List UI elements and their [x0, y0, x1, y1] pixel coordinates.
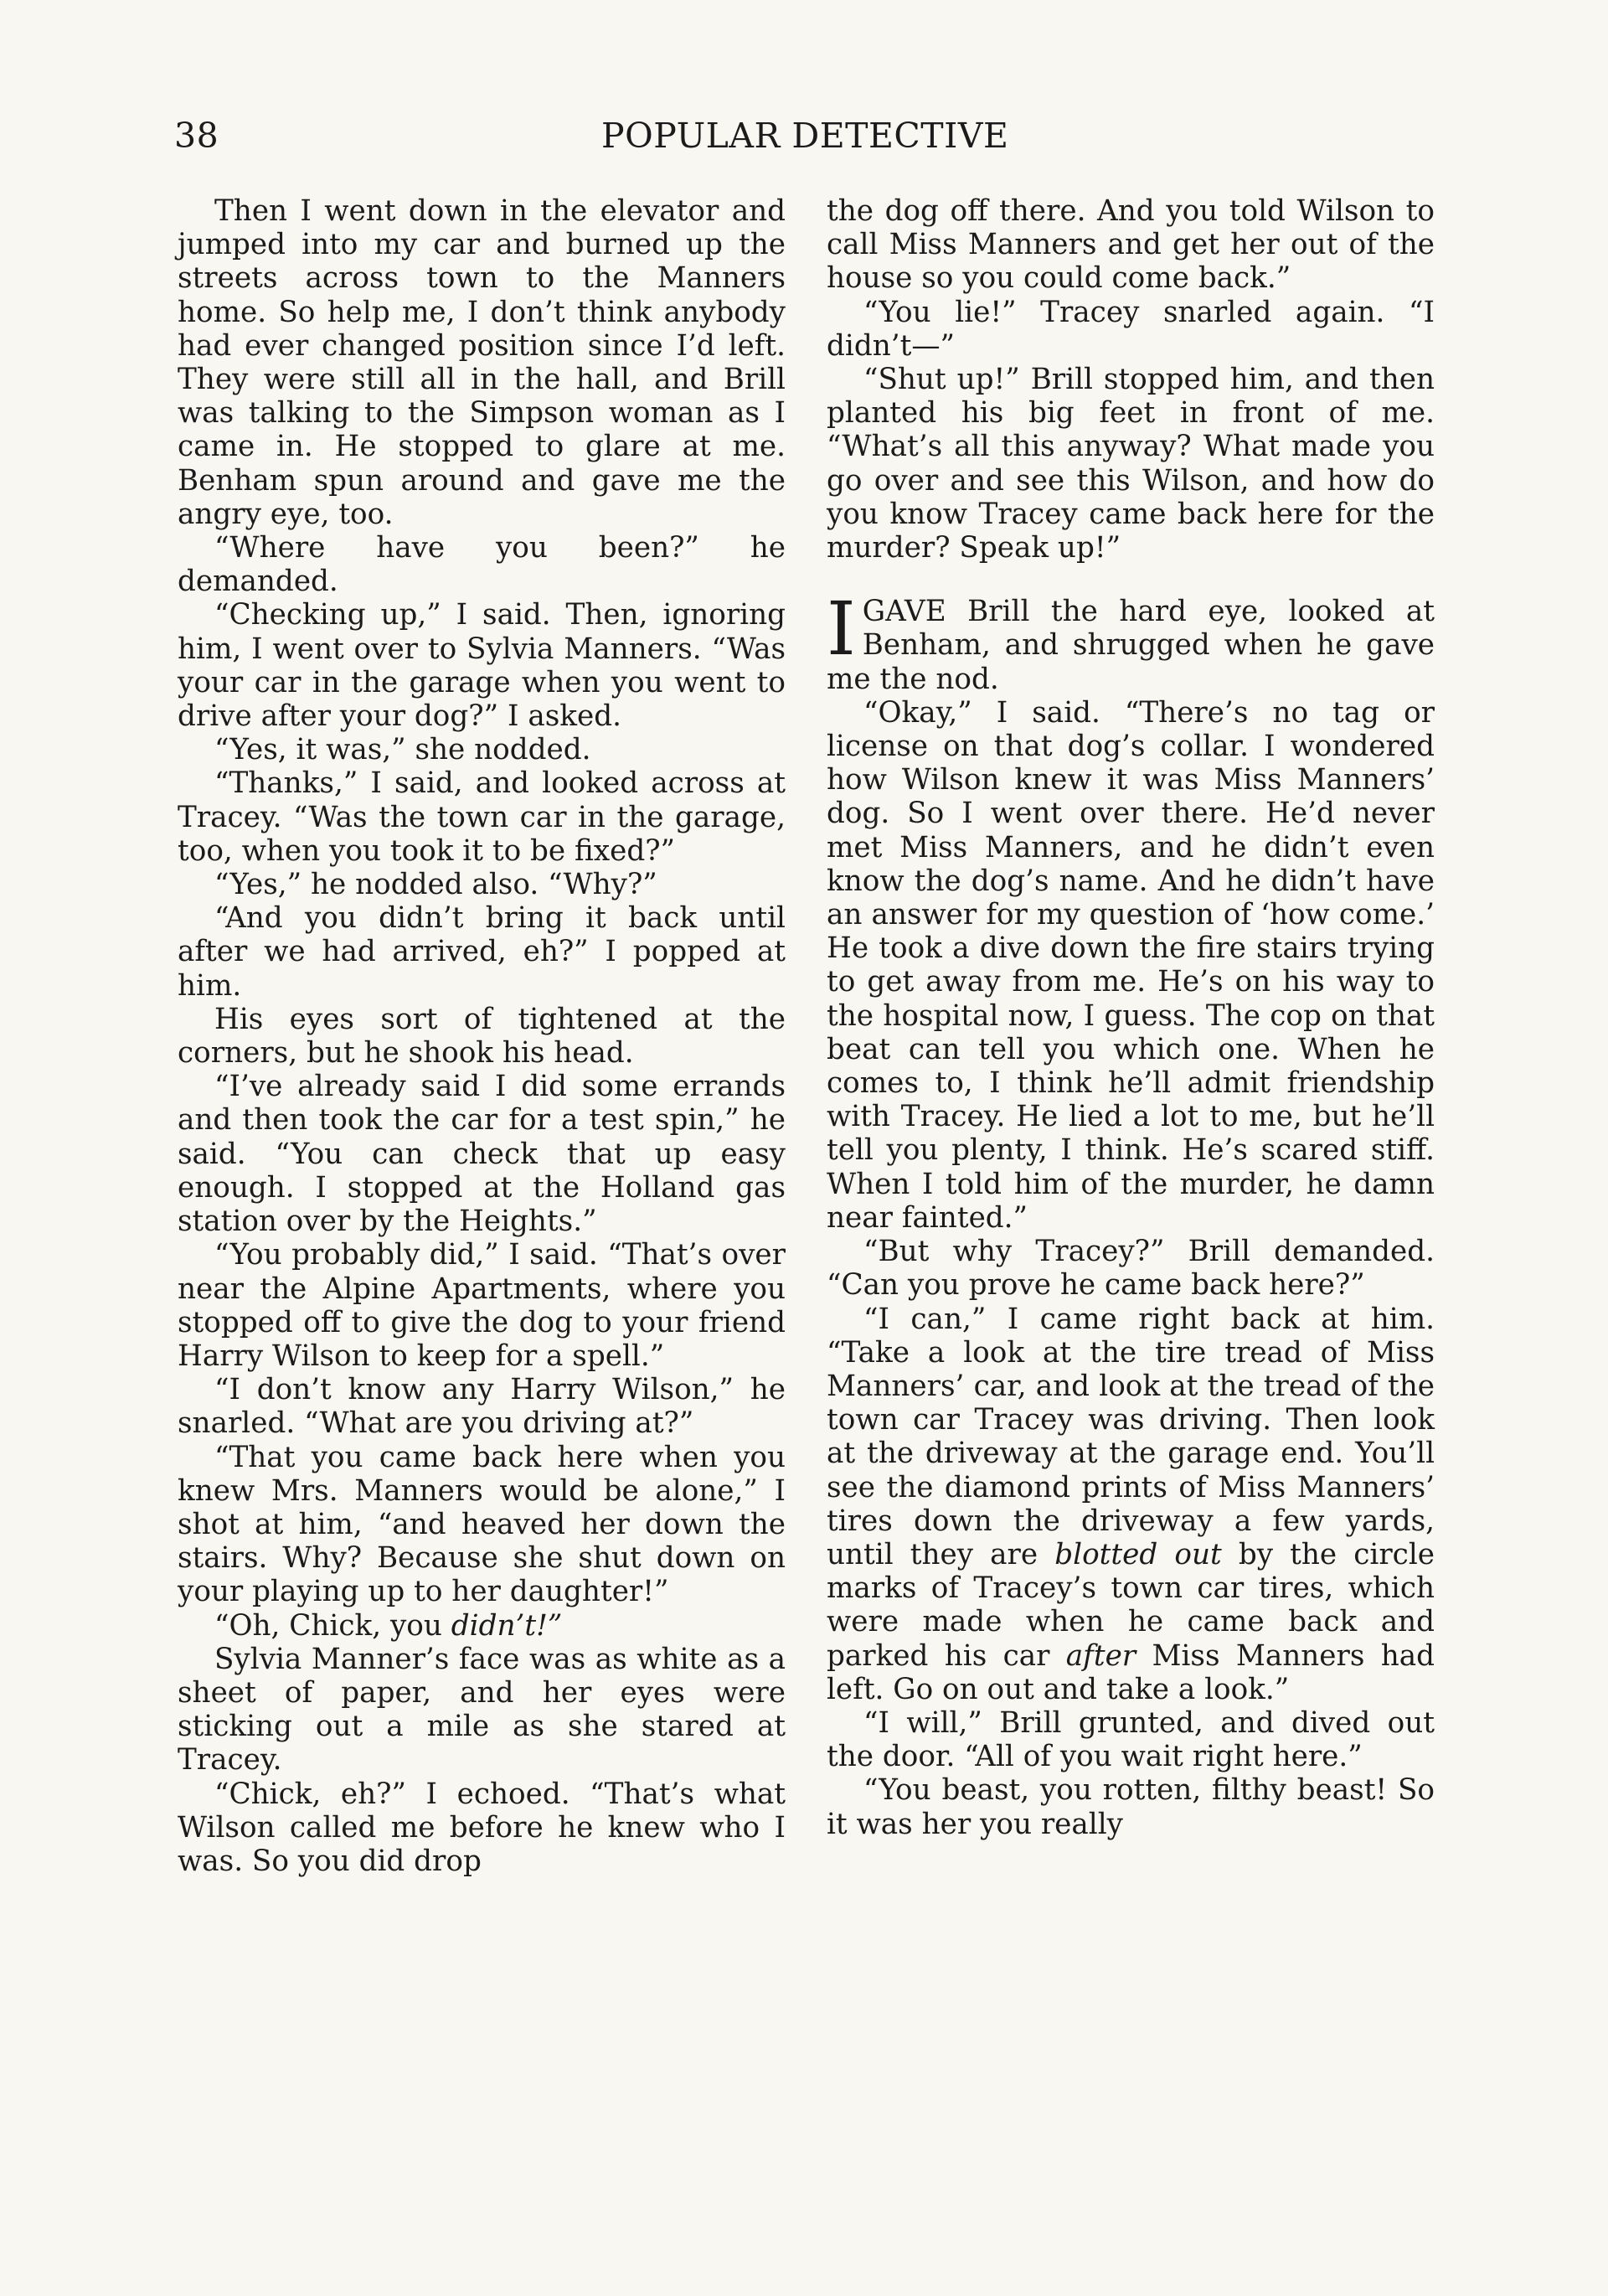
paragraph: “But why Tracey?” Brill demanded. “Can you prove he came back here?” — [827, 1235, 1435, 1303]
italic-text: didn’t!” — [451, 1608, 563, 1643]
italic-text: blotted out — [1054, 1537, 1222, 1571]
paragraph: Then I went down in the elevator and jumped into my car and burned up the streets across town to the Manners home. So help me, I don’t think anybody had ever changed position since I’d left. They were still all in the hall, and Brill was talking to the Simpson woman as I came in. He stopped to glare at me. Benham spun around and gave me the angry eye, too. — [178, 194, 786, 531]
paragraph: “Checking up,” I said. Then, ignoring him, I went over to Sylvia Manners. “Was your car in the garage when you went to drive after your dog?” I asked. — [178, 598, 786, 734]
paragraph: “Yes, it was,” she nodded. — [214, 733, 591, 767]
left-column — [178, 194, 786, 1878]
paragraph: the dog off there. And you told Wilson to call Miss Manners and get her out of the house so you could come back.” — [827, 194, 1435, 296]
paragraph: “And you didn’t bring it back until after we had arrived, eh?” I popped at him. — [178, 901, 786, 1003]
paragraph: “You lie!” Tracey snarled again. “I didn’t—” — [827, 295, 1435, 363]
paragraph — [827, 1303, 1435, 1706]
paragraph: “Okay,” I said. “There’s no tag or license on that dog’s collar. I wondered how Wilson knew it was Miss Manners’ dog. So I went over there. He’d never met Miss Manners, and he didn’t even know the dog’s name. And he didn’t have an answer for my question of ‘how come.’ He took a dive down the fire stairs trying to get away from me. He’s on his way to the hospital now, I guess. The cop on that beat can tell you which one. When he comes to, I think he’ll admit friendship with Tracey. He lied a lot to me, but he’ll tell you plenty, I think. He’s scared stiff. When I told him of the murder, he damn near fainted.” — [827, 695, 1435, 1235]
paragraph: Sylvia Manner’s face was as white as a sheet of paper, and her eyes were sticking out a mile as she stared at Tracey. — [178, 1642, 786, 1777]
paragraph-text: “Oh, Chick, you — [214, 1608, 451, 1643]
paragraph-text: “I can,” I came right back at him. “Take a look at the tire tread of Miss Manners’ car, and look at the tread of the town car Tracey was driving. Then look at the driveway at the garage end. You’ll see the diamond prints of Miss Manners’ tires down the driveway a few yards, until they are — [827, 1302, 1435, 1571]
paragraph-text: GAVE Brill the hard eye, looked at Benham, and shrugged when he gave me the nod. — [827, 595, 1435, 696]
paragraph: “I will,” Brill grunted, and dived out the door. “All of you wait right here.” — [827, 1705, 1435, 1774]
right-column — [827, 194, 1435, 1841]
paragraph — [178, 1609, 786, 1643]
drop-cap: I — [827, 586, 856, 673]
paragraph: “That you came back here when you knew Mrs. Manners would be alone,” I shot at him, “and heaved her down the stairs. Why? Because she shut down on your playing up to her daughter!” — [178, 1440, 786, 1609]
running-head: POPULAR DETECTIVE — [601, 116, 1009, 156]
section-opening-paragraph — [827, 586, 1435, 696]
paragraph: “Thanks,” I said, and looked across at Tracey. “Was the town car in the garage, too, when you took it to be fixed?” — [178, 766, 786, 868]
paragraph: “You probably did,” I said. “That’s over near the Alpine Apartments, where you stopped off to give the dog to your friend Harry Wilson to keep for a spell.” — [178, 1238, 786, 1373]
paragraph: His eyes sort of tightened at the corners, but he shook his head. — [178, 1002, 786, 1071]
paragraph: “I’ve already said I did some errands and then took the car for a test spin,” he said. “You can check that up easy enough. I stopped at the Holland gas station over by the Heights.” — [178, 1070, 786, 1239]
paragraph: “Yes,” he nodded also. “Why?” — [214, 868, 657, 902]
paragraph: “Chick, eh?” I echoed. “That’s what Wilson called me before he knew who I was. So you did drop — [178, 1777, 786, 1878]
paragraph-text: by the circle marks of Tracey’s town car tires, which were made when he came back and parked his car — [827, 1537, 1435, 1673]
page-number: 38 — [174, 116, 219, 156]
paragraph: “I don’t know any Harry Wilson,” he snarled. “What are you driving at?” — [178, 1373, 786, 1441]
italic-text: after — [1065, 1638, 1136, 1673]
page-header — [174, 116, 1429, 166]
paragraph: “Shut up!” Brill stopped him, and then planted his big feet in front of me. “What’s all this anyway? What made you go over and see this Wilson, and how do you know Tracey came back here for the murder? Speak up!” — [827, 363, 1435, 565]
paragraph: “Where have you been?” he demanded. — [178, 531, 786, 599]
paragraph: “You beast, you rotten, filthy beast! So it was her you really — [827, 1773, 1435, 1841]
paragraph-text: Miss Manners had left. Go on out and take a look.” — [827, 1638, 1435, 1706]
